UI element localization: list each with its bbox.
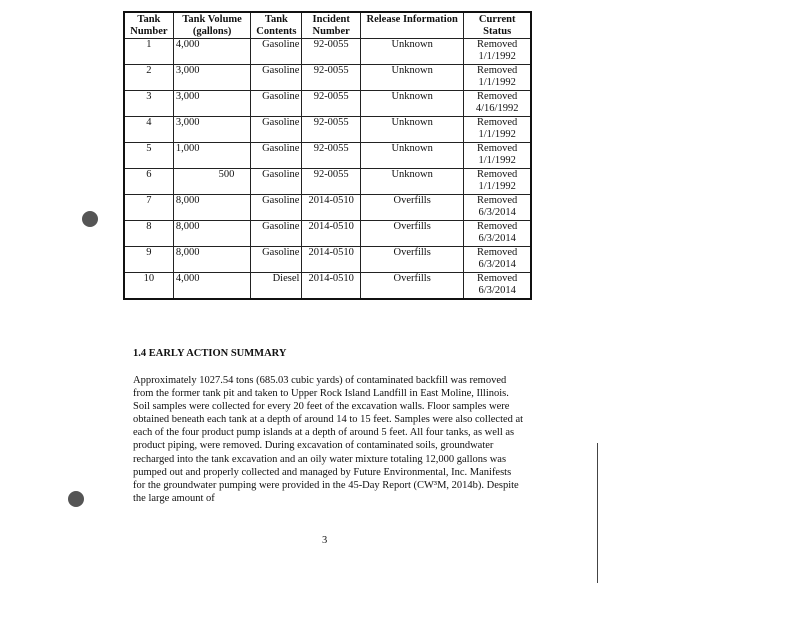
cell-incident-number: 92-0055 [302, 91, 361, 117]
cell-tank-number: 6 [124, 169, 173, 195]
cell-tank-contents: Gasoline [251, 143, 302, 169]
cell-release-information: Unknown [360, 143, 463, 169]
cell-tank-volume: 4,000 [173, 273, 251, 300]
cell-tank-number: 2 [124, 65, 173, 91]
cell-release-information: Overfills [360, 273, 463, 300]
cell-tank-volume: 3,000 [173, 117, 251, 143]
margin-line [597, 443, 598, 583]
cell-tank-number: 9 [124, 247, 173, 273]
cell-current-status: Removed 6/3/2014 [464, 273, 531, 300]
table-row [124, 273, 531, 300]
table-row [124, 143, 531, 169]
header-tank-number: Tank Number [124, 12, 173, 39]
cell-tank-number: 7 [124, 195, 173, 221]
cell-current-status: Removed 4/16/1992 [464, 91, 531, 117]
cell-tank-number: 8 [124, 221, 173, 247]
cell-release-information: Overfills [360, 247, 463, 273]
table-row [124, 65, 531, 91]
cell-tank-volume: 8,000 [173, 247, 251, 273]
cell-tank-number: 5 [124, 143, 173, 169]
cell-tank-contents: Gasoline [251, 195, 302, 221]
tank-table [123, 11, 532, 300]
table-header [124, 12, 531, 39]
cell-release-information: Unknown [360, 39, 463, 65]
cell-current-status: Removed 6/3/2014 [464, 247, 531, 273]
table-row [124, 117, 531, 143]
cell-incident-number: 2014-0510 [302, 195, 361, 221]
cell-release-information: Unknown [360, 169, 463, 195]
cell-tank-number: 3 [124, 91, 173, 117]
punch-hole-top [82, 211, 98, 227]
header-tank-contents: Tank Contents [251, 12, 302, 39]
cell-release-information: Unknown [360, 65, 463, 91]
cell-tank-volume: 3,000 [173, 91, 251, 117]
table-row [124, 169, 531, 195]
cell-incident-number: 92-0055 [302, 117, 361, 143]
header-release-information: Release Information [360, 12, 463, 39]
cell-current-status: Removed 1/1/1992 [464, 39, 531, 65]
cell-incident-number: 92-0055 [302, 143, 361, 169]
table-body [124, 39, 531, 300]
cell-current-status: Removed 1/1/1992 [464, 169, 531, 195]
table-row [124, 221, 531, 247]
header-current-status: Current Status [464, 12, 531, 39]
section-paragraph: Approximately 1027.54 tons (685.03 cubic yards) of contaminated backfill was removed from the former tank pit and taken to Upper Rock Island Landfill in East Moline, Illinois. Soil samples were collected for every 20 feet of the excavation walls. Floor samples were obtained beneath each tank at a depth of around 14 to 15 feet. Samples were also collected at each of the four product pump islands at a depth of around 5 feet. All four tanks, as well as product piping, were removed. During excavation of contaminated soils, groundwater recharged into the tank excavation and an oily water mixture totaling 12,000 gallons was pumped out and properly collected and managed by Future Environmental, Inc. Manifests for the groundwater pumping were provided in the 45-Day Report (CW³M, 2014b). Despite the large amount of [133, 375, 524, 504]
cell-current-status: Removed 1/1/1992 [464, 117, 531, 143]
cell-incident-number: 2014-0510 [302, 247, 361, 273]
cell-tank-volume: 3,000 [173, 65, 251, 91]
cell-tank-volume: 4,000 [173, 39, 251, 65]
cell-release-information: Overfills [360, 221, 463, 247]
header-tank-volume: Tank Volume (gallons) [173, 12, 251, 39]
cell-tank-volume: 8,000 [173, 195, 251, 221]
cell-incident-number: 92-0055 [302, 169, 361, 195]
cell-incident-number: 92-0055 [302, 39, 361, 65]
header-incident-number: Incident Number [302, 12, 361, 39]
cell-current-status: Removed 1/1/1992 [464, 65, 531, 91]
cell-current-status: Removed 6/3/2014 [464, 195, 531, 221]
cell-tank-contents: Gasoline [251, 117, 302, 143]
punch-hole-bottom [68, 491, 84, 507]
table-row [124, 91, 531, 117]
cell-tank-contents: Diesel [251, 273, 302, 300]
page-number: 3 [322, 535, 328, 546]
cell-current-status: Removed 1/1/1992 [464, 143, 531, 169]
cell-tank-contents: Gasoline [251, 91, 302, 117]
cell-release-information: Unknown [360, 91, 463, 117]
cell-current-status: Removed 6/3/2014 [464, 221, 531, 247]
table-row [124, 195, 531, 221]
cell-tank-volume: 500 [173, 169, 251, 195]
table-row [124, 39, 531, 65]
cell-tank-contents: Gasoline [251, 65, 302, 91]
cell-incident-number: 2014-0510 [302, 221, 361, 247]
cell-tank-number: 4 [124, 117, 173, 143]
section-heading: 1.4 EARLY ACTION SUMMARY [133, 348, 287, 359]
cell-tank-contents: Gasoline [251, 221, 302, 247]
cell-tank-volume: 1,000 [173, 143, 251, 169]
cell-tank-number: 10 [124, 273, 173, 300]
cell-incident-number: 92-0055 [302, 65, 361, 91]
cell-release-information: Unknown [360, 117, 463, 143]
cell-incident-number: 2014-0510 [302, 273, 361, 300]
cell-tank-number: 1 [124, 39, 173, 65]
cell-release-information: Overfills [360, 195, 463, 221]
cell-tank-volume: 8,000 [173, 221, 251, 247]
table-row [124, 247, 531, 273]
cell-tank-contents: Gasoline [251, 169, 302, 195]
cell-tank-contents: Gasoline [251, 247, 302, 273]
cell-tank-contents: Gasoline [251, 39, 302, 65]
